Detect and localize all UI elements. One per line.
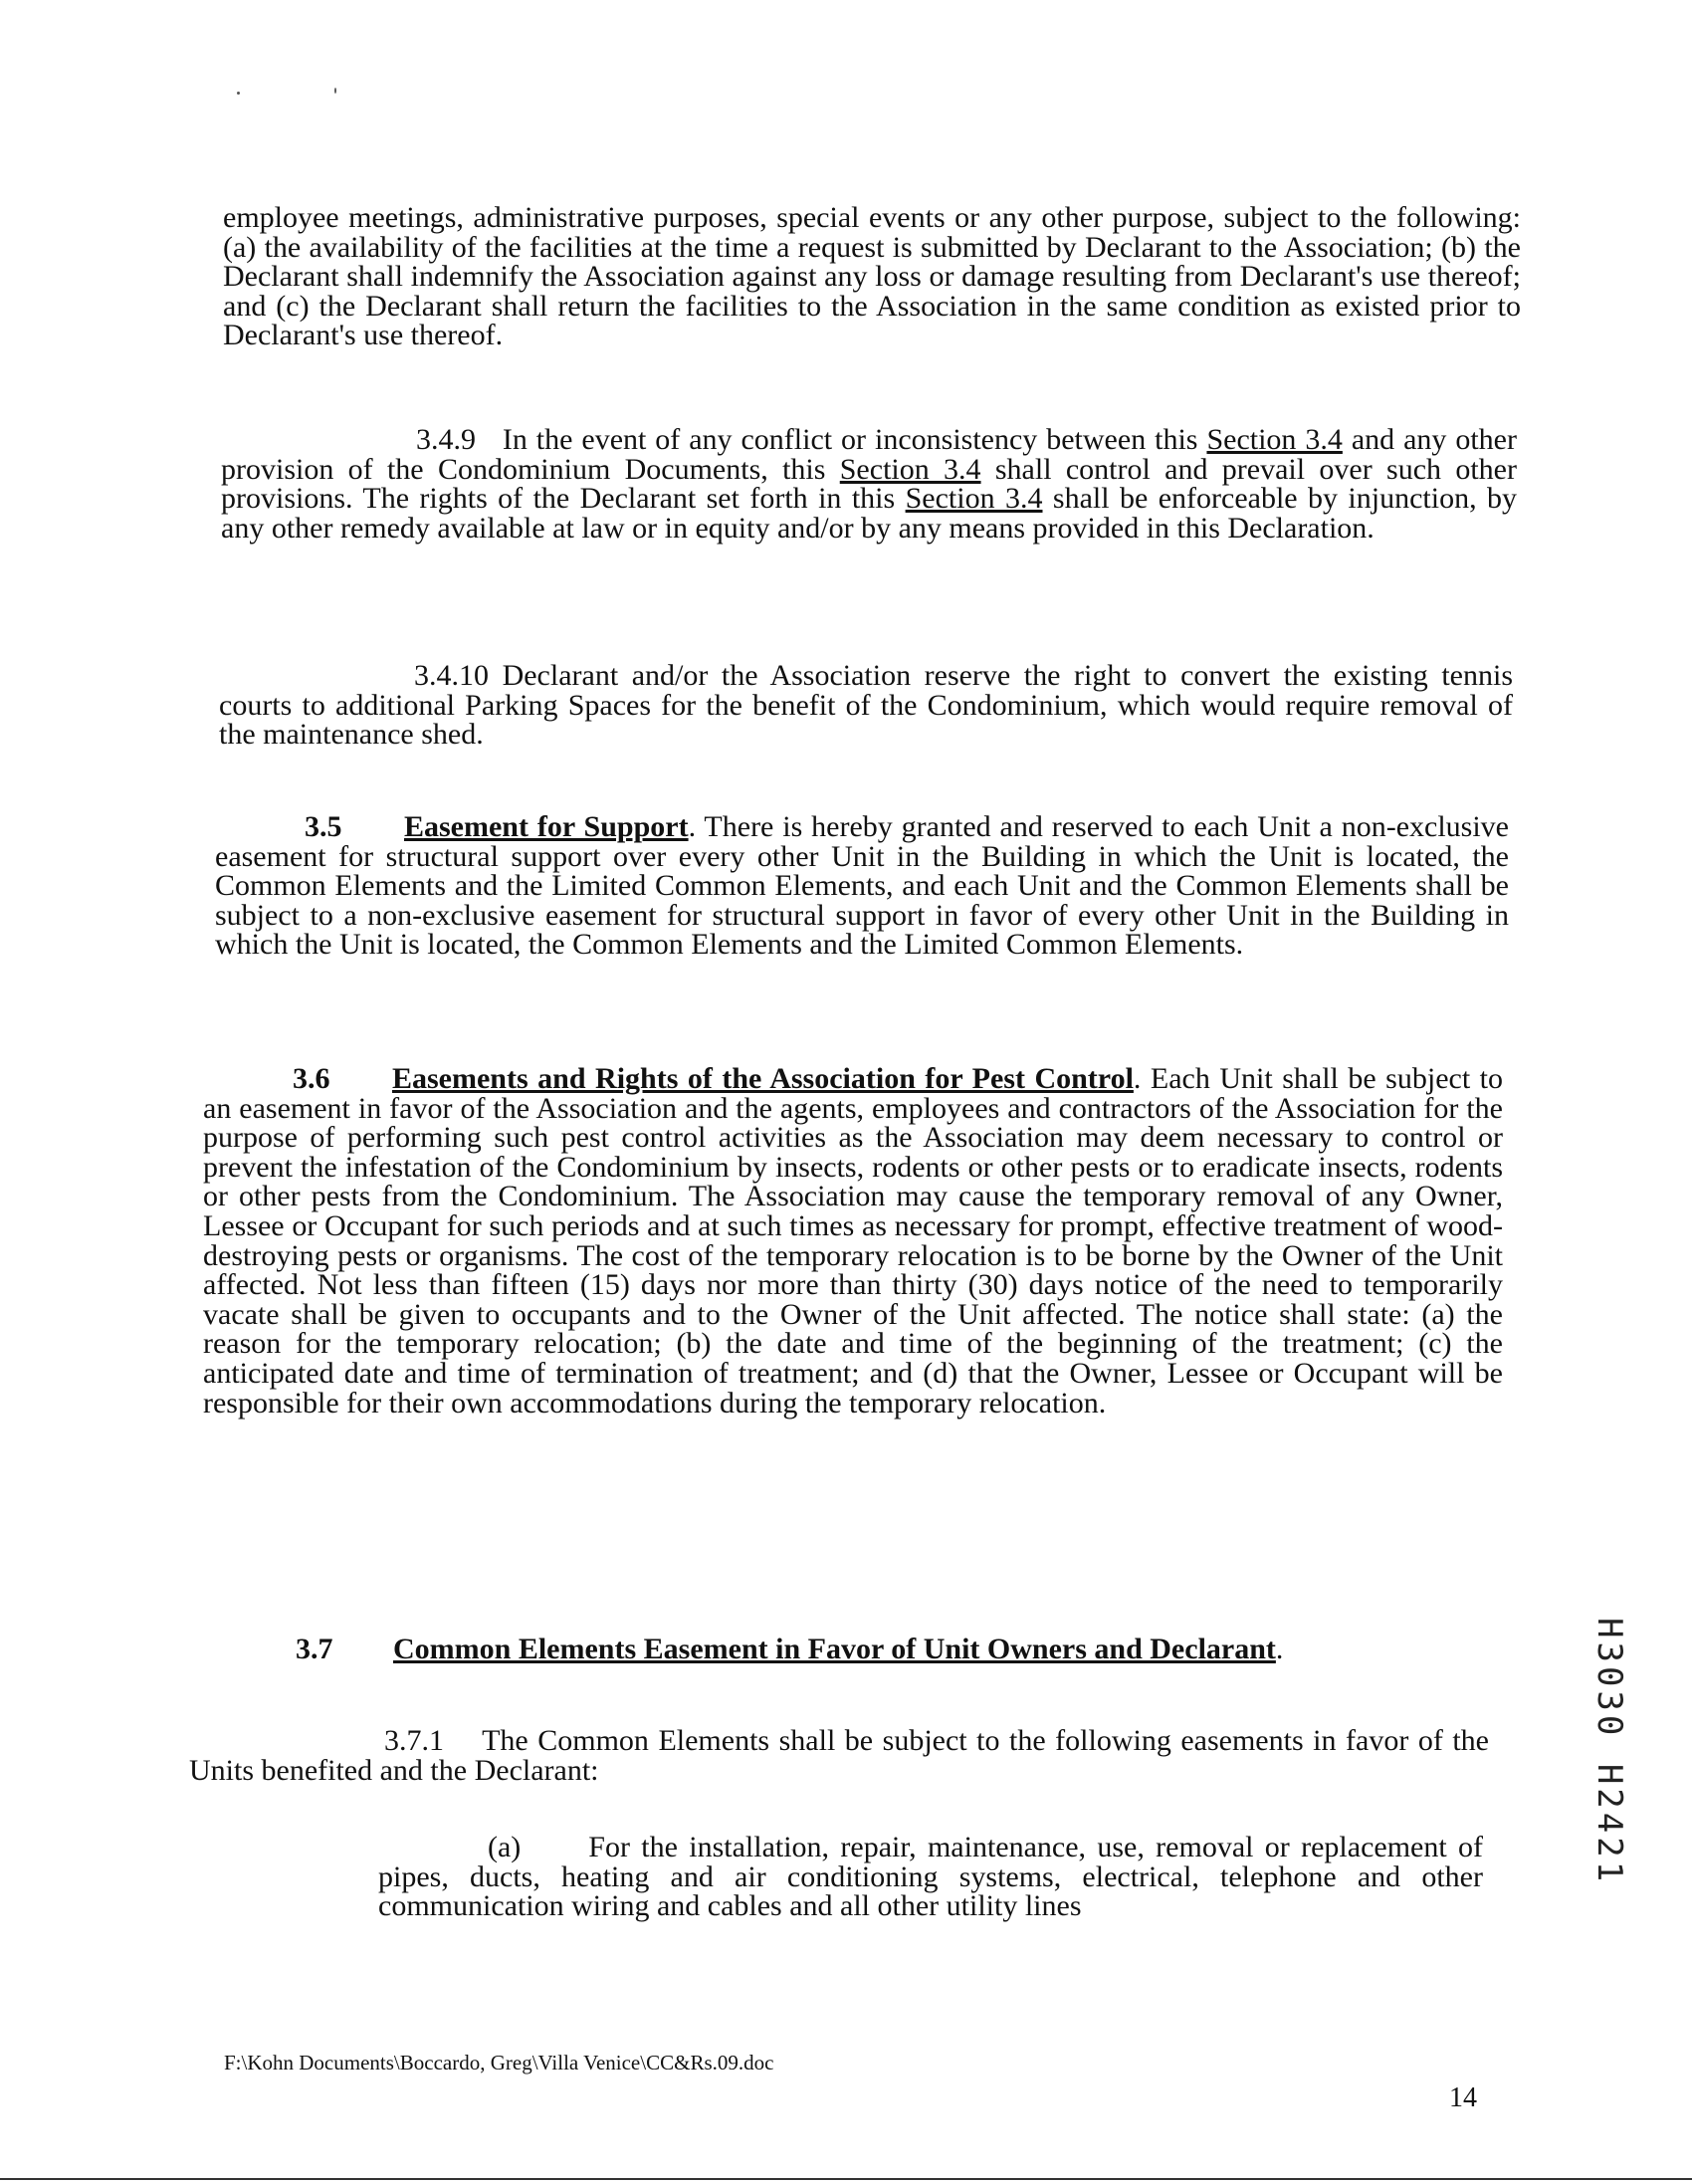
section-reference: Section 3.4: [1206, 423, 1343, 456]
paragraph-text: . There is hereby granted and reserved to each Unit a non-exclusive easement for structural support over every other Unit in the Building in which the Unit is located, the Common Elements and the Limited Common Elements, and each Unit and the Common Elements shall be subject to a non-exclusive easement for structural support in favor of every other Unit in the Building in which the Unit is located, the Common Elements and the Limited Common Elements.: [215, 810, 1509, 962]
paragraph-text: In the event of any conflict or inconsistency between this: [502, 423, 1207, 456]
section-3-6-paragraph: [203, 1064, 1503, 1418]
item-label: (a): [488, 1831, 522, 1863]
section-3-7-heading: [296, 1635, 1283, 1664]
section-number: 3.7: [296, 1633, 333, 1665]
scan-edge-line: [0, 2178, 1692, 2180]
section-number: 3.5: [305, 810, 342, 843]
section-reference: Section 3.4: [905, 482, 1043, 516]
paragraph-text: and any other provision of the Condominium Documents, this: [221, 423, 1517, 486]
continuation-paragraph: employee meetings, administrative purposes, special events or any other purpose, subject to the following: (a) the availability of the facilities at the time a request is submitted by Declarant to the Association; (b) the Declarant shall indemnify the Association against any loss or damage resulting from Declarant's use thereof; and (c) the Declarant shall return the facilities to the Association in the same condition as existed prior to Declarant's use thereof.: [223, 201, 1521, 352]
section-number: 3.4.10: [414, 659, 489, 692]
item-a-paragraph: [378, 1833, 1483, 1921]
section-reference: Section 3.4: [839, 452, 981, 486]
section-number: 3.4.9: [416, 423, 476, 456]
paragraph-text: . Each Unit shall be subject to an easement in favor of the Association and the agents, employees and contractors of the Association for the purpose of performing such pest control activities as the Association may deem necessary to control or prevent the infestation of the Condominium by insects, rodents or other pests or to eradicate insects, rodents or other pests from the Condominium. The Association may cause the temporary removal of any Owner, Lessee or Occupant for such periods and at such times as necessary for prompt, effective treatment of wood-destroying pests or organisms. The cost of the temporary relocation is to be borne by the Owner of the Unit affected. Not less than fifteen (15) days nor more than thirty (30) days notice of the need to temporarily vacate shall be given to occupants and to the Owner of the Unit affected. The notice shall state: (a) the reason for the temporary relocation; (b) the date and time of the beginning of the treatment; (c) the anticipated date and time of termination of treatment; and (d) that the Owner, Lessee or Occupant will be responsible for their own accommodations during the temporary relocation.: [203, 1062, 1503, 1420]
section-number: 3.6: [293, 1062, 330, 1095]
footer-file-path: F:\Kohn Documents\Boccardo, Greg\Villa Venice\CC&Rs.09.doc: [224, 2051, 774, 2075]
scan-speck: [334, 88, 336, 94]
paragraph-text: shall control and prevail over such other provisions. The rights of the Declarant set forth in this: [221, 452, 1517, 516]
heading-punctuation: .: [1275, 1633, 1284, 1665]
section-title: Common Elements Easement in Favor of Unit Owners and Declarant: [393, 1633, 1276, 1665]
paragraph-text: For the installation, repair, maintenance, use, removal or replacement of pipes, ducts, heating and air conditioning systems, electrical, telephone and other communication wiring and cables and all other utility lines: [378, 1831, 1484, 1923]
paragraph-text: Declarant and/or the Association reserve the right to convert the existing tennis courts to additional Parking Spaces for the benefit of the Condominium, which would require removal of the maintenance shed.: [219, 659, 1514, 752]
scan-speck: [237, 92, 240, 95]
bates-stamp: H3030 H2421: [1589, 1618, 1629, 1886]
paragraph-text: The Common Elements shall be subject to the following easements in favor of the Units benefited and the Declarant:: [189, 1724, 1489, 1787]
page-number: 14: [1449, 2082, 1477, 2113]
section-number: 3.7.1: [384, 1724, 444, 1757]
section-3-4-9-paragraph: [221, 425, 1517, 543]
section-title: Easements and Rights of the Association for Pest Control: [392, 1062, 1134, 1095]
paragraph-text: shall be enforceable by injunction, by any other remedy available at law or in equity and/or by any means provided in this Declaration.: [221, 482, 1517, 545]
section-title: Easement for Support: [404, 810, 689, 843]
section-3-5-paragraph: [215, 812, 1509, 960]
section-3-4-10-paragraph: [219, 661, 1513, 750]
section-3-7-1-paragraph: [189, 1726, 1489, 1785]
